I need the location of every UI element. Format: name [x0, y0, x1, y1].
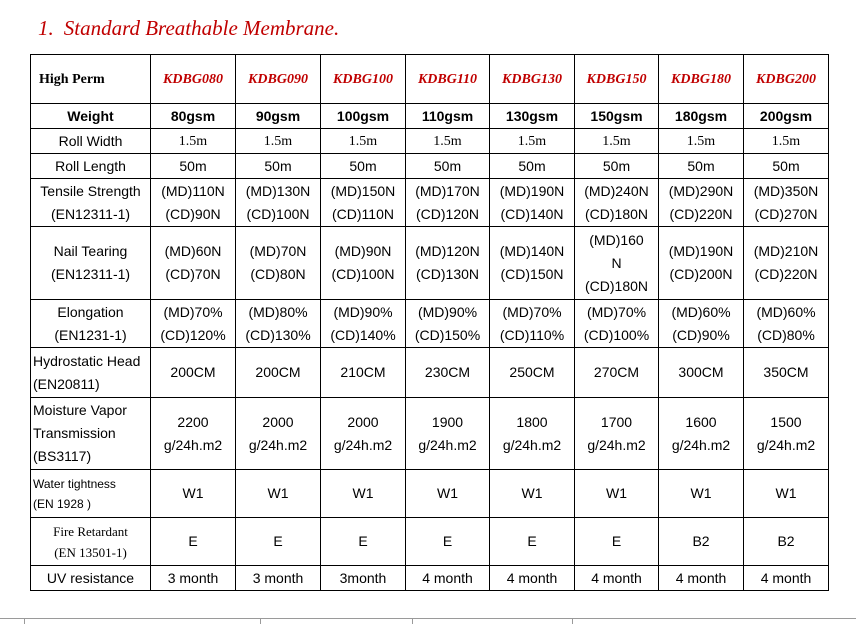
table-cell: 4 month: [575, 566, 659, 591]
table-cell: [659, 179, 744, 227]
spec-table: [30, 54, 829, 591]
table-cell: 50m: [236, 154, 321, 179]
table-cell: 4 month: [659, 566, 744, 591]
cell-line: Water tightness: [33, 476, 116, 491]
table-cell: 270CM: [575, 348, 659, 398]
table-cell: E: [490, 518, 575, 566]
row-label-weight: Weight: [31, 104, 151, 129]
table-cell: [406, 227, 490, 300]
cell-line: (CD)90%: [672, 326, 730, 343]
table-cell: 4 month: [490, 566, 575, 591]
cell-line: 1900: [431, 413, 464, 430]
table-cell: 1.5m: [490, 129, 575, 154]
cell-line: (MD)70%: [502, 303, 562, 320]
cell-line: g/24h.m2: [756, 436, 816, 453]
row-label-elongation: [31, 300, 151, 348]
table-cell: 300CM: [659, 348, 744, 398]
cell-line: (CD)120%: [160, 326, 226, 343]
table-row-elongation: [31, 300, 829, 348]
table-cell: 110gsm: [406, 104, 490, 129]
table-cell: [490, 300, 575, 348]
cell-line: Fire Retardant: [53, 523, 128, 539]
table-cell: 1.5m: [406, 129, 490, 154]
table-cell: W1: [659, 470, 744, 518]
row-label-roll-width: Roll Width: [31, 129, 151, 154]
cell-line: (EN12311-1): [50, 205, 131, 222]
model-header: KDBG130: [490, 55, 575, 104]
table-cell: W1: [406, 470, 490, 518]
table-cell: [659, 300, 744, 348]
table-cell: 50m: [321, 154, 406, 179]
table-cell: [321, 227, 406, 300]
cell-line: (CD)130%: [245, 326, 311, 343]
cell-line: (MD)90%: [333, 303, 393, 320]
table-row-water: [31, 470, 829, 518]
row-label-hydro: [31, 348, 151, 398]
cell-line: (MD)190N: [499, 182, 565, 199]
page-bottom-border: [0, 618, 856, 619]
table-cell: [744, 227, 829, 300]
table-cell: [151, 227, 236, 300]
table-cell: 210CM: [321, 348, 406, 398]
cell-line: Tensile Strength: [40, 182, 141, 199]
cell-line: N: [611, 254, 622, 271]
table-cell: 150gsm: [575, 104, 659, 129]
table-cell: 3month: [321, 566, 406, 591]
cell-line: (MD)130N: [245, 182, 311, 199]
table-cell: 250CM: [490, 348, 575, 398]
cell-line: (MD)110N: [161, 182, 225, 199]
cell-line: (MD)170N: [415, 182, 480, 199]
table-cell: [406, 179, 490, 227]
table-cell: 3 month: [236, 566, 321, 591]
table-row-header: [31, 55, 829, 104]
cell-line: (MD)190N: [668, 243, 734, 259]
cell-line: (MD)80%: [248, 303, 308, 320]
table-cell: [659, 227, 744, 300]
cell-line: (EN 13501-1): [54, 544, 127, 560]
table-cell: [321, 179, 406, 227]
table-cell: W1: [575, 470, 659, 518]
table-cell: B2: [744, 518, 829, 566]
cell-line: (MD)60%: [671, 303, 731, 320]
cell-line: g/24h.m2: [333, 436, 393, 453]
table-cell: [236, 300, 321, 348]
table-cell: 50m: [659, 154, 744, 179]
row-label-roll-length: Roll Length: [31, 154, 151, 179]
model-header: KDBG110: [406, 55, 490, 104]
table-cell: 200gsm: [744, 104, 829, 129]
cell-line: g/24h.m2: [163, 436, 223, 453]
table-cell: [236, 227, 321, 300]
cell-line: (EN20811): [33, 375, 100, 392]
page-bottom-tick: [412, 618, 413, 624]
cell-line: (MD)120N: [415, 243, 480, 259]
cell-line: (MD)60N: [164, 243, 222, 259]
cell-line: (CD)180N: [584, 205, 648, 222]
cell-line: (MD)70N: [249, 243, 307, 259]
cell-line: g/24h.m2: [248, 436, 308, 453]
table-cell: [406, 300, 490, 348]
cell-line: g/24h.m2: [502, 436, 562, 453]
cell-line: (CD)150%: [414, 326, 481, 343]
cell-line: (MD)90N: [334, 243, 392, 259]
cell-line: 2200: [177, 413, 209, 430]
table-cell: E: [236, 518, 321, 566]
cell-line: (CD)100N: [331, 266, 395, 282]
title-number: 1.: [38, 16, 54, 40]
cell-line: (CD)220N: [669, 205, 733, 222]
table-cell: 4 month: [406, 566, 490, 591]
table-row-mvt: [31, 398, 829, 470]
table-cell: W1: [490, 470, 575, 518]
cell-line: (BS3117): [33, 448, 92, 464]
table-cell: 50m: [151, 154, 236, 179]
table-cell: 1.5m: [151, 129, 236, 154]
table-cell: E: [321, 518, 406, 566]
cell-line: Transmission: [33, 425, 116, 441]
model-header: KDBG090: [236, 55, 321, 104]
title-text: Standard Breathable Membrane.: [63, 16, 340, 40]
table-row-nail: [31, 227, 829, 300]
table-cell: 1.5m: [236, 129, 321, 154]
model-header: KDBG180: [659, 55, 744, 104]
cell-line: (CD)100%: [583, 326, 650, 343]
table-cell: W1: [744, 470, 829, 518]
model-header: KDBG100: [321, 55, 406, 104]
cell-line: (MD)90%: [417, 303, 478, 320]
model-header: KDBG080: [151, 55, 236, 104]
row-label-water: [31, 470, 151, 518]
table-cell: [575, 398, 659, 470]
table-cell: 1.5m: [321, 129, 406, 154]
cell-line: g/24h.m2: [587, 436, 646, 453]
table-cell: [236, 398, 321, 470]
table-cell: 1.5m: [575, 129, 659, 154]
table-cell: 80gsm: [151, 104, 236, 129]
cell-line: (CD)130N: [415, 266, 479, 282]
table-cell: 50m: [744, 154, 829, 179]
table-cell: W1: [151, 470, 236, 518]
table-cell: [575, 227, 659, 300]
table-row-uv: [31, 566, 829, 591]
cell-line: (CD)140%: [330, 326, 396, 343]
table-cell: 1.5m: [659, 129, 744, 154]
table-cell: W1: [236, 470, 321, 518]
table-cell: 90gsm: [236, 104, 321, 129]
row-label-tensile: [31, 179, 151, 227]
cell-line: (MD)290N: [668, 182, 734, 199]
table-cell: [321, 398, 406, 470]
table-cell: [744, 179, 829, 227]
table-cell: [490, 179, 575, 227]
cell-line: (EN12311-1): [50, 266, 131, 282]
page-bottom-tick: [24, 618, 25, 624]
cell-line: 2000: [262, 413, 294, 430]
cell-line: (MD)160: [589, 231, 644, 248]
table-cell: E: [406, 518, 490, 566]
cell-line: (CD)180N: [584, 277, 648, 294]
table-cell: 200CM: [151, 348, 236, 398]
row-label-mvt: [31, 398, 151, 470]
cell-line: Elongation: [57, 303, 124, 320]
model-header: KDBG150: [575, 55, 659, 104]
table-cell: E: [151, 518, 236, 566]
table-cell: [321, 300, 406, 348]
model-header: KDBG200: [744, 55, 829, 104]
row-label-uv: UV resistance: [31, 566, 151, 591]
cell-line: (MD)350N: [753, 182, 819, 199]
table-row-tensile: [31, 179, 829, 227]
cell-line: (MD)70%: [586, 303, 647, 320]
cell-line: (CD)70N: [165, 266, 221, 282]
table-cell: [236, 179, 321, 227]
table-cell: 1.5m: [744, 129, 829, 154]
table-cell: 50m: [406, 154, 490, 179]
table-cell: 180gsm: [659, 104, 744, 129]
cell-line: 1500: [770, 413, 802, 430]
cell-line: (CD)150N: [500, 266, 564, 282]
cell-line: g/24h.m2: [671, 436, 731, 453]
row-label-nail: [31, 227, 151, 300]
row-label-fire: [31, 518, 151, 566]
table-cell: 350CM: [744, 348, 829, 398]
table-cell: B2: [659, 518, 744, 566]
table-cell: [744, 300, 829, 348]
cell-line: (CD)220N: [754, 266, 818, 282]
table-cell: 50m: [575, 154, 659, 179]
table-cell: 3 month: [151, 566, 236, 591]
table-row-weight: [31, 104, 829, 129]
cell-line: 2000: [347, 413, 379, 430]
table-row-fire: [31, 518, 829, 566]
cell-line: Moisture Vapor: [33, 402, 127, 418]
cell-line: g/24h.m2: [418, 436, 477, 453]
table-cell: 100gsm: [321, 104, 406, 129]
table-cell: 50m: [490, 154, 575, 179]
cell-line: (CD)110%: [499, 326, 565, 343]
table-cell: [151, 300, 236, 348]
table-cell: [575, 300, 659, 348]
cell-line: (CD)270N: [754, 205, 818, 222]
table-cell: 200CM: [236, 348, 321, 398]
spec-table-body: [31, 55, 829, 591]
cell-line: (MD)70%: [163, 303, 223, 320]
cell-line: (EN1231-1): [54, 326, 127, 343]
cell-line: (CD)110N: [332, 205, 394, 222]
table-row-roll-width: [31, 129, 829, 154]
table-cell: 230CM: [406, 348, 490, 398]
cell-line: (MD)240N: [584, 182, 649, 199]
cell-line: (CD)90N: [165, 205, 221, 222]
table-cell: [151, 398, 236, 470]
cell-line: 1600: [685, 413, 717, 430]
cell-line: Hydrostatic Head: [33, 352, 141, 369]
table-cell: [151, 179, 236, 227]
cell-line: (CD)80%: [757, 326, 815, 343]
cell-line: (MD)210N: [753, 243, 819, 259]
page-title: [38, 16, 339, 41]
table-cell: [659, 398, 744, 470]
table-cell: [490, 398, 575, 470]
table-cell: [490, 227, 575, 300]
page-bottom-tick: [572, 618, 573, 624]
cell-line: (CD)120N: [415, 205, 479, 222]
table-cell: [575, 179, 659, 227]
table-cell: 4 month: [744, 566, 829, 591]
table-row-hydro: [31, 348, 829, 398]
table-cell: E: [575, 518, 659, 566]
corner-label: High Perm: [31, 55, 151, 104]
cell-line: (CD)100N: [246, 205, 310, 222]
table-cell: [406, 398, 490, 470]
table-cell: W1: [321, 470, 406, 518]
page-bottom-tick: [260, 618, 261, 624]
cell-line: (MD)150N: [330, 182, 396, 199]
cell-line: 1700: [600, 413, 633, 430]
table-cell: 130gsm: [490, 104, 575, 129]
cell-line: 1800: [516, 413, 548, 430]
cell-line: (CD)200N: [669, 266, 733, 282]
cell-line: (MD)60%: [756, 303, 816, 320]
table-row-roll-length: [31, 154, 829, 179]
cell-line: (CD)140N: [500, 205, 564, 222]
cell-line: (EN 1928 ): [33, 496, 92, 511]
table-cell: [744, 398, 829, 470]
cell-line: Nail Tearing: [53, 243, 128, 259]
cell-line: (MD)140N: [499, 243, 565, 259]
cell-line: (CD)80N: [250, 266, 306, 282]
